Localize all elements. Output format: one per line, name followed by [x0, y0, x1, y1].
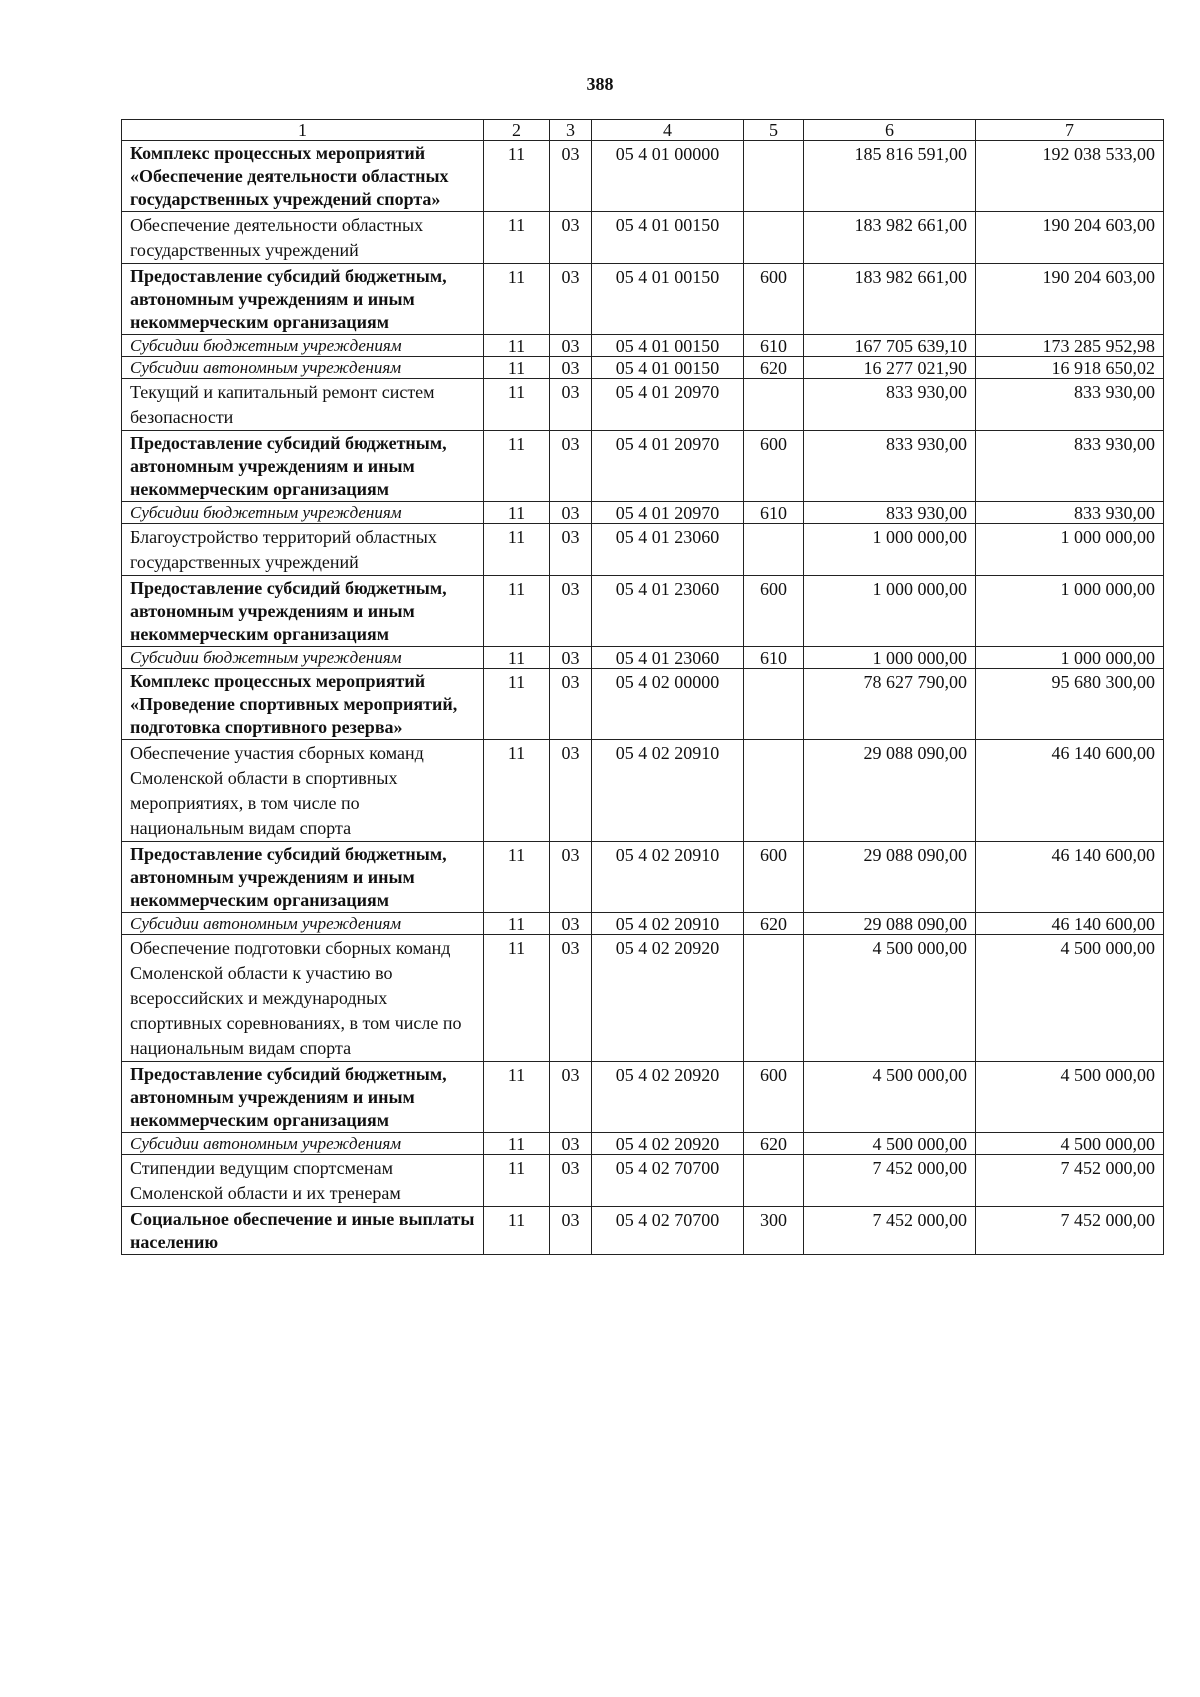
item-name: Субсидии бюджетным учреждениям: [122, 502, 484, 524]
amount-year-1: 833 930,00: [804, 431, 976, 502]
subsection-code: 03: [550, 740, 592, 842]
subsection-code: 03: [550, 1133, 592, 1155]
item-name: Предоставление субсидий бюджетным, автономным учреждениям и иным некоммерческим организациям: [122, 264, 484, 335]
item-name: Стипендии ведущим спортсменам Смоленской области и их тренерам: [122, 1155, 484, 1207]
target-article-code: 05 4 01 00150: [592, 212, 744, 264]
amount-year-2: 46 140 600,00: [976, 913, 1164, 935]
target-article-code: 05 4 02 70700: [592, 1155, 744, 1207]
expense-type-code: 600: [744, 264, 804, 335]
item-name: Предоставление субсидий бюджетным, автономным учреждениям и иным некоммерческим организациям: [122, 576, 484, 647]
table-row: [122, 647, 1164, 669]
amount-year-1: 833 930,00: [804, 502, 976, 524]
amount-year-2: 46 140 600,00: [976, 740, 1164, 842]
target-article-code: 05 4 01 00150: [592, 357, 744, 379]
table-body: [122, 141, 1164, 1255]
amount-year-1: 7 452 000,00: [804, 1207, 976, 1255]
item-name: Субсидии автономным учреждениям: [122, 1133, 484, 1155]
target-article-code: 05 4 02 20910: [592, 740, 744, 842]
amount-year-2: 1 000 000,00: [976, 524, 1164, 576]
table-row: [122, 576, 1164, 647]
subsection-code: 03: [550, 935, 592, 1062]
expense-type-code: [744, 212, 804, 264]
amount-year-2: 1 000 000,00: [976, 576, 1164, 647]
section-code: 11: [484, 647, 550, 669]
section-code: 11: [484, 669, 550, 740]
subsection-code: 03: [550, 141, 592, 212]
item-name: Обеспечение участия сборных команд Смоленской области в спортивных мероприятиях, в том числе по национальным видам спорта: [122, 740, 484, 842]
target-article-code: 05 4 01 23060: [592, 524, 744, 576]
section-code: 11: [484, 357, 550, 379]
expense-type-code: [744, 740, 804, 842]
expense-type-code: [744, 141, 804, 212]
table-row: [122, 1062, 1164, 1133]
subsection-code: 03: [550, 335, 592, 357]
column-header-4: 4: [592, 120, 744, 141]
item-name: Благоустройство территорий областных государственных учреждений: [122, 524, 484, 576]
column-header-6: 6: [804, 120, 976, 141]
section-code: 11: [484, 524, 550, 576]
table-row: [122, 524, 1164, 576]
section-code: 11: [484, 842, 550, 913]
target-article-code: 05 4 01 20970: [592, 502, 744, 524]
amount-year-1: 1 000 000,00: [804, 524, 976, 576]
table-row: [122, 431, 1164, 502]
table-row: [122, 357, 1164, 379]
table-row: [122, 1133, 1164, 1155]
section-code: 11: [484, 431, 550, 502]
amount-year-2: 16 918 650,02: [976, 357, 1164, 379]
amount-year-2: 4 500 000,00: [976, 1062, 1164, 1133]
target-article-code: 05 4 01 00150: [592, 335, 744, 357]
amount-year-1: 29 088 090,00: [804, 913, 976, 935]
table-row: [122, 842, 1164, 913]
expense-type-code: 600: [744, 431, 804, 502]
table-row: [122, 335, 1164, 357]
table-row: [122, 935, 1164, 1062]
item-name: Комплекс процессных мероприятий «Обеспечение деятельности областных государственных учреждений спорта»: [122, 141, 484, 212]
column-header-5: 5: [744, 120, 804, 141]
amount-year-1: 1 000 000,00: [804, 647, 976, 669]
amount-year-2: 833 930,00: [976, 379, 1164, 431]
amount-year-1: 4 500 000,00: [804, 1133, 976, 1155]
item-name: Комплекс процессных мероприятий «Проведение спортивных мероприятий, подготовка спортивного резерва»: [122, 669, 484, 740]
expense-type-code: 620: [744, 357, 804, 379]
subsection-code: 03: [550, 576, 592, 647]
section-code: 11: [484, 1133, 550, 1155]
amount-year-1: 78 627 790,00: [804, 669, 976, 740]
amount-year-2: 833 930,00: [976, 431, 1164, 502]
table-row: [122, 913, 1164, 935]
subsection-code: 03: [550, 1062, 592, 1133]
section-code: 11: [484, 379, 550, 431]
amount-year-1: 16 277 021,90: [804, 357, 976, 379]
amount-year-1: 183 982 661,00: [804, 212, 976, 264]
amount-year-2: 7 452 000,00: [976, 1207, 1164, 1255]
target-article-code: 05 4 02 20910: [592, 913, 744, 935]
amount-year-1: 7 452 000,00: [804, 1155, 976, 1207]
subsection-code: 03: [550, 1207, 592, 1255]
amount-year-2: 4 500 000,00: [976, 935, 1164, 1062]
item-name: Текущий и капитальный ремонт систем безопасности: [122, 379, 484, 431]
item-name: Предоставление субсидий бюджетным, автономным учреждениям и иным некоммерческим организациям: [122, 1062, 484, 1133]
column-header-3: 3: [550, 120, 592, 141]
section-code: 11: [484, 335, 550, 357]
section-code: 11: [484, 212, 550, 264]
header-row: [122, 120, 1164, 141]
target-article-code: 05 4 02 20920: [592, 935, 744, 1062]
expense-type-code: 600: [744, 842, 804, 913]
section-code: 11: [484, 502, 550, 524]
item-name: Предоставление субсидий бюджетным, автономным учреждениям и иным некоммерческим организациям: [122, 842, 484, 913]
item-name: Субсидии бюджетным учреждениям: [122, 647, 484, 669]
amount-year-2: 833 930,00: [976, 502, 1164, 524]
column-header-2: 2: [484, 120, 550, 141]
subsection-code: 03: [550, 264, 592, 335]
table-row: [122, 379, 1164, 431]
section-code: 11: [484, 264, 550, 335]
amount-year-1: 29 088 090,00: [804, 842, 976, 913]
item-name: Социальное обеспечение и иные выплаты населению: [122, 1207, 484, 1255]
amount-year-2: 190 204 603,00: [976, 212, 1164, 264]
table-row: [122, 740, 1164, 842]
expense-type-code: 610: [744, 335, 804, 357]
amount-year-1: 4 500 000,00: [804, 935, 976, 1062]
item-name: Обеспечение деятельности областных государственных учреждений: [122, 212, 484, 264]
target-article-code: 05 4 01 00000: [592, 141, 744, 212]
section-code: 11: [484, 1207, 550, 1255]
item-name: Обеспечение подготовки сборных команд Смоленской области к участию во всероссийских и международных спортивных соревнованиях, в том числе по национальным видам спорта: [122, 935, 484, 1062]
amount-year-1: 167 705 639,10: [804, 335, 976, 357]
target-article-code: 05 4 02 20910: [592, 842, 744, 913]
expense-type-code: 620: [744, 913, 804, 935]
amount-year-2: 190 204 603,00: [976, 264, 1164, 335]
subsection-code: 03: [550, 357, 592, 379]
expense-type-code: [744, 379, 804, 431]
column-header-7: 7: [976, 120, 1164, 141]
section-code: 11: [484, 740, 550, 842]
target-article-code: 05 4 02 70700: [592, 1207, 744, 1255]
item-name: Субсидии бюджетным учреждениям: [122, 335, 484, 357]
amount-year-2: 192 038 533,00: [976, 141, 1164, 212]
page-number: 388: [586, 74, 614, 94]
amount-year-1: 4 500 000,00: [804, 1062, 976, 1133]
expense-type-code: 620: [744, 1133, 804, 1155]
subsection-code: 03: [550, 431, 592, 502]
expense-type-code: [744, 935, 804, 1062]
section-code: 11: [484, 141, 550, 212]
amount-year-2: 95 680 300,00: [976, 669, 1164, 740]
subsection-code: 03: [550, 1155, 592, 1207]
target-article-code: 05 4 01 23060: [592, 576, 744, 647]
subsection-code: 03: [550, 502, 592, 524]
amount-year-1: 1 000 000,00: [804, 576, 976, 647]
subsection-code: 03: [550, 842, 592, 913]
section-code: 11: [484, 1155, 550, 1207]
target-article-code: 05 4 01 20970: [592, 431, 744, 502]
item-name: Субсидии автономным учреждениям: [122, 913, 484, 935]
amount-year-1: 185 816 591,00: [804, 141, 976, 212]
expense-type-code: 300: [744, 1207, 804, 1255]
item-name: Субсидии автономным учреждениям: [122, 357, 484, 379]
expense-type-code: 600: [744, 1062, 804, 1133]
section-code: 11: [484, 576, 550, 647]
budget-table: [121, 119, 1164, 1255]
subsection-code: 03: [550, 669, 592, 740]
expense-type-code: [744, 524, 804, 576]
amount-year-1: 183 982 661,00: [804, 264, 976, 335]
amount-year-2: 173 285 952,98: [976, 335, 1164, 357]
subsection-code: 03: [550, 913, 592, 935]
target-article-code: 05 4 02 00000: [592, 669, 744, 740]
table-row: [122, 141, 1164, 212]
amount-year-2: 4 500 000,00: [976, 1133, 1164, 1155]
table-row: [122, 502, 1164, 524]
target-article-code: 05 4 02 20920: [592, 1133, 744, 1155]
target-article-code: 05 4 01 00150: [592, 264, 744, 335]
expense-type-code: 610: [744, 502, 804, 524]
amount-year-1: 29 088 090,00: [804, 740, 976, 842]
table-row: [122, 1155, 1164, 1207]
target-article-code: 05 4 02 20920: [592, 1062, 744, 1133]
expense-type-code: [744, 669, 804, 740]
amount-year-2: 46 140 600,00: [976, 842, 1164, 913]
target-article-code: 05 4 01 23060: [592, 647, 744, 669]
subsection-code: 03: [550, 379, 592, 431]
section-code: 11: [484, 935, 550, 1062]
section-code: 11: [484, 913, 550, 935]
amount-year-2: 1 000 000,00: [976, 647, 1164, 669]
amount-year-1: 833 930,00: [804, 379, 976, 431]
column-header-1: 1: [122, 120, 484, 141]
subsection-code: 03: [550, 524, 592, 576]
table-row: [122, 669, 1164, 740]
subsection-code: 03: [550, 647, 592, 669]
section-code: 11: [484, 1062, 550, 1133]
target-article-code: 05 4 01 20970: [592, 379, 744, 431]
amount-year-2: 7 452 000,00: [976, 1155, 1164, 1207]
table-row: [122, 264, 1164, 335]
item-name: Предоставление субсидий бюджетным, автономным учреждениям и иным некоммерческим организациям: [122, 431, 484, 502]
subsection-code: 03: [550, 212, 592, 264]
table-row: [122, 1207, 1164, 1255]
expense-type-code: 600: [744, 576, 804, 647]
expense-type-code: 610: [744, 647, 804, 669]
table-row: [122, 212, 1164, 264]
expense-type-code: [744, 1155, 804, 1207]
